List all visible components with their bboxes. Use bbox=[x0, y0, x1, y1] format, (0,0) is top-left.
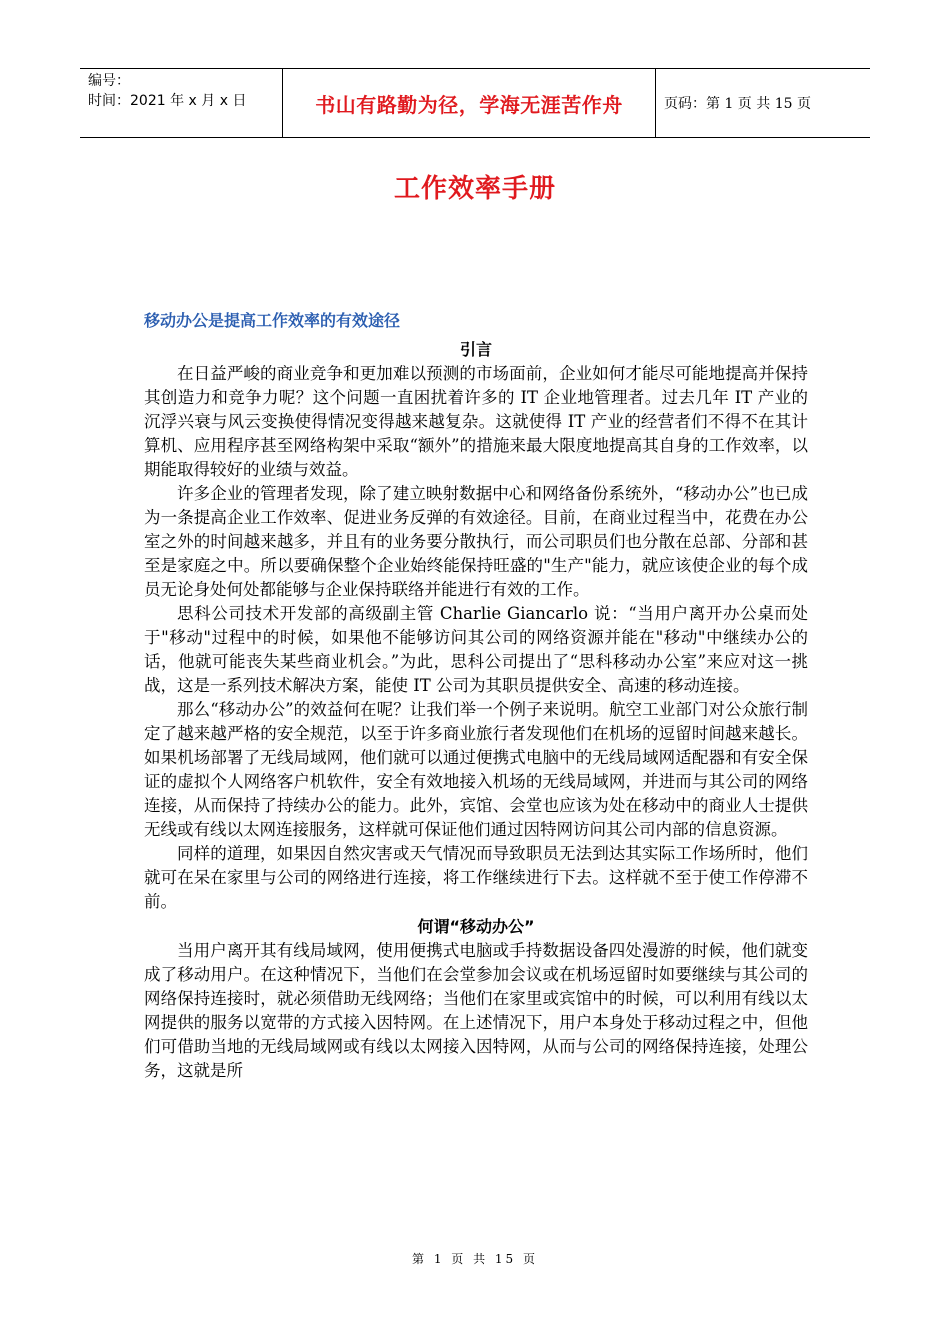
document-body bbox=[144, 308, 808, 1083]
document-number-label: 编号： bbox=[88, 73, 130, 89]
paragraph: 许多企业的管理者发现，除了建立映射数据中心和网络备份系统外，“移动办公”也已成为一条提高企业工作效率、促进业务反弹的有效途径。目前，在商业过程当中，花费在办公室之外的时间越来越多，并且有的业务要分散执行，而公司职员们也分散在总部、分部和甚至是家庭之中。所以要确保整个企业始终能保持旺盛的"生产"能力，就应该使企业的每个成员无论身处何处都能够与企业保持联络并能进行有效的工作。 bbox=[144, 484, 808, 599]
paragraph: 当用户离开其有线局域网，使用便携式电脑或手持数据设备四处漫游的时候，他们就变成了移动用户。在这种情况下，当他们在会堂参加会议或在机场逗留时如要继续与其公司的网络保持连接时，就必须借助无线网络；当他们在家里或宾馆中的时候，可以利用有线以太网提供的服务以宽带的方式接入因特网。在上述情况下，用户本身处于移动过程之中，但他们可借助当地的无线局域网或有线以太网接入因特网，从而与公司的网络保持连接，处理公务，这就是所 bbox=[144, 941, 808, 1080]
header-motto: 书山有路勤为径，学海无涯苦作舟 bbox=[282, 69, 656, 137]
header-page-info: 页码：第 1 页 共 15 页 bbox=[664, 96, 811, 112]
document-title: 工作效率手册 bbox=[393, 174, 556, 204]
intro-heading: 引言 bbox=[459, 340, 492, 359]
what-is-mobile-office-heading: 何谓“移动办公” bbox=[417, 917, 535, 936]
header-left-cell bbox=[80, 69, 282, 137]
page-footer: 第 1 页 共 15 页 bbox=[412, 1252, 538, 1266]
section-heading: 移动办公是提高工作效率的有效途径 bbox=[144, 311, 401, 330]
document-time-label: 时间：2021 年 x 月 x 日 bbox=[88, 93, 247, 109]
paragraph: 同样的道理，如果因自然灾害或天气情况而导致职员无法到达其实际工作场所时，他们就可在呆在家里与公司的网络进行连接，将工作继续进行下去。这样就不至于使工作停滞不前。 bbox=[144, 844, 808, 911]
header-table bbox=[80, 68, 870, 138]
paragraph: 思科公司技术开发部的高级副主管 Charlie Giancarlo 说：“当用户离开办公桌而处于"移动"过程中的时候，如果他不能够访问其公司的网络资源并能在"移动"中继续办公的话，他就可能丧失某些商业机会。”为此，思科公司提出了“思科移动办公室”来应对这一挑战，这是一系列技术解决方案，能使 IT 公司为其职员提供安全、高速的移动连接。 bbox=[144, 604, 808, 695]
paragraph: 在日益严峻的商业竞争和更加难以预测的市场面前，企业如何才能尽可能地提高并保持其创造力和竞争力呢？这个问题一直困扰着许多的 IT 企业地管理者。过去几年 IT 产业的沉浮兴衰与风云变换使得情况变得越来越复杂。这就使得 IT 产业的经营者们不得不在其计算机、应用程序甚至网络构架中采取“额外”的措施来最大限度地提高其自身的工作效率，以期能取得较好的业绩与效益。 bbox=[144, 364, 808, 479]
paragraph: 那么“移动办公”的效益何在呢？让我们举一个例子来说明。航空工业部门对公众旅行制定了越来越严格的安全规范，以至于许多商业旅行者发现他们在机场的逗留时间越来越长。如果机场部署了无线局域网，他们就可以通过便携式电脑中的无线局域网适配器和有安全保证的虚拟个人网络客户机软件，安全有效地接入机场的无线局域网，并进而与其公司的网络连接，从而保持了持续办公的能力。此外，宾馆、会堂也应该为处在移动中的商业人士提供无线或有线以太网连接服务，这样就可保证他们通过因特网访问其公司内部的信息资源。 bbox=[144, 700, 808, 839]
